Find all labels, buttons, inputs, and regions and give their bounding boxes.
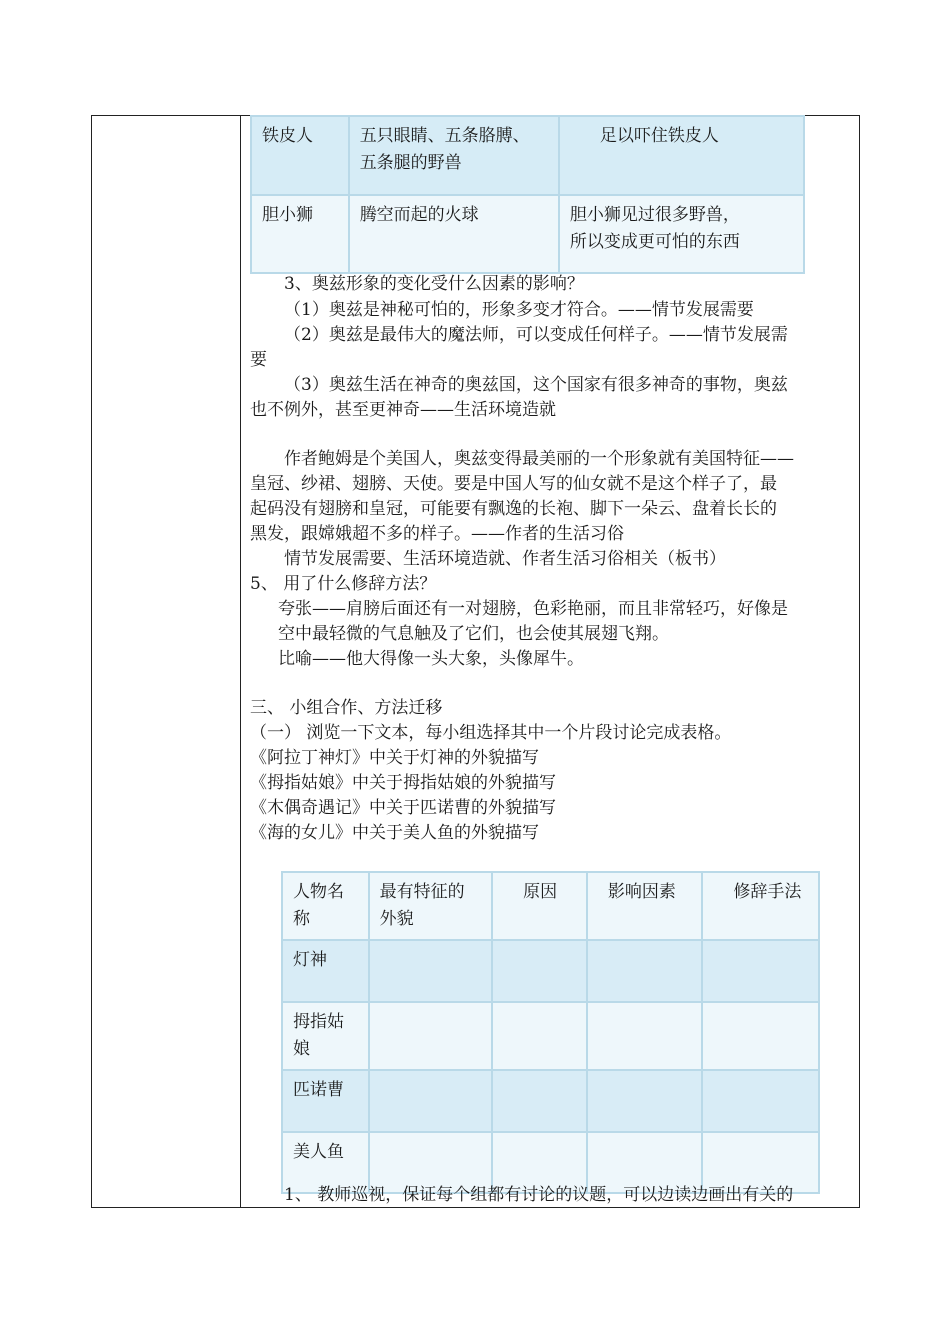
table-cell: 胆小狮见过很多野兽， 所以变成更可怕的东西 [559, 195, 804, 273]
table-cell[interactable] [492, 1070, 587, 1132]
table-cell[interactable] [587, 1002, 703, 1070]
board-summary: 情节发展需要、生活环境造就、作者生活习俗相关（板书） [284, 549, 726, 569]
table-cell[interactable] [492, 1002, 587, 1070]
table-cell[interactable] [702, 1002, 819, 1070]
paragraph: （3）奥兹生活在神奇的奥兹国，这个国家有很多神奇的事物，奥兹 [284, 375, 788, 395]
paragraph: 皇冠、纱裙、翅膀、天使。要是中国人写的仙女就不是这个样子了，最 [250, 474, 777, 494]
table-row [251, 116, 804, 195]
column-divider [240, 115, 241, 1208]
table-cell: 五只眼睛、五条胳膊、 五条腿的野兽 [349, 116, 559, 195]
table-cell[interactable] [702, 1070, 819, 1132]
paragraph: 起码没有翅膀和皇冠，可能要有飘逸的长袍、脚下一朵云、盘着长长的 [250, 499, 777, 519]
paragraph: 比喻——他大得像一头大象，头像犀牛。 [278, 649, 584, 669]
table-cell: 铁皮人 [251, 116, 349, 195]
paragraph: 作者鲍姆是个美国人，奥兹变得最美丽的一个形象就有美国特征—— [284, 449, 794, 469]
table-cell[interactable] [702, 940, 819, 1002]
table-row [282, 940, 819, 1002]
group-task-table [281, 871, 820, 1194]
paragraph: 要 [250, 350, 267, 370]
table-header-row [282, 872, 819, 940]
paragraph: （1）奥兹是神秘可怕的，形象多变才符合。——情节发展需要 [284, 300, 754, 320]
table-cell[interactable] [492, 940, 587, 1002]
table-row [282, 1002, 819, 1070]
paragraph: 也不例外，甚至更神奇——生活环境造就 [250, 400, 556, 420]
column-header: 修辞手法 [702, 872, 819, 940]
question-3: 3、奥兹形象的变化受什么因素的影响？ [284, 274, 584, 294]
paragraph: （2）奥兹是最伟大的魔法师，可以变成任何样子。——情节发展需 [284, 325, 788, 345]
column-header: 影响因素 [587, 872, 703, 940]
table-cell: 胆小狮 [251, 195, 349, 273]
list-item: 《木偶奇遇记》中关于匹诺曹的外貌描写 [250, 798, 556, 818]
section-heading: 三、 小组合作、方法迁移 [250, 698, 443, 718]
row-label: 美人鱼 [282, 1132, 369, 1193]
paragraph: 1、 教师巡视，保证每个组都有讨论的议题，可以边读边画出有关的 [284, 1185, 794, 1205]
table-cell[interactable] [369, 940, 492, 1002]
column-header: 人物名 称 [282, 872, 369, 940]
row-label: 拇指姑 娘 [282, 1002, 369, 1070]
row-label: 灯神 [282, 940, 369, 1002]
paragraph: 空中最轻微的气息触及了它们，也会使其展翅飞翔。 [278, 624, 669, 644]
character-change-table [250, 115, 805, 274]
table-cell: 腾空而起的火球 [349, 195, 559, 273]
column-header: 最有特征的 外貌 [369, 872, 492, 940]
list-item: 《海的女儿》中关于美人鱼的外貌描写 [250, 823, 539, 843]
paragraph: 夸张——肩膀后面还有一对翅膀，色彩艳丽，而且非常轻巧，好像是 [278, 599, 788, 619]
table-cell[interactable] [587, 1070, 703, 1132]
task-instruction: （一） 浏览一下文本，每小组选择其中一个片段讨论完成表格。 [250, 723, 732, 743]
paragraph: 黑发，跟嫦娥超不多的样子。——作者的生活习俗 [250, 524, 624, 544]
list-item: 《阿拉丁神灯》中关于灯神的外貌描写 [250, 748, 539, 768]
table-row [251, 195, 804, 273]
row-label: 匹诺曹 [282, 1070, 369, 1132]
list-item: 《拇指姑娘》中关于拇指姑娘的外貌描写 [250, 773, 556, 793]
table-cell: 足以吓住铁皮人 [559, 116, 804, 195]
table-cell[interactable] [369, 1070, 492, 1132]
table-cell[interactable] [369, 1002, 492, 1070]
table-row [282, 1070, 819, 1132]
question-5: 5、 用了什么修辞方法？ [250, 574, 437, 594]
column-header: 原因 [492, 872, 587, 940]
table-cell[interactable] [587, 940, 703, 1002]
